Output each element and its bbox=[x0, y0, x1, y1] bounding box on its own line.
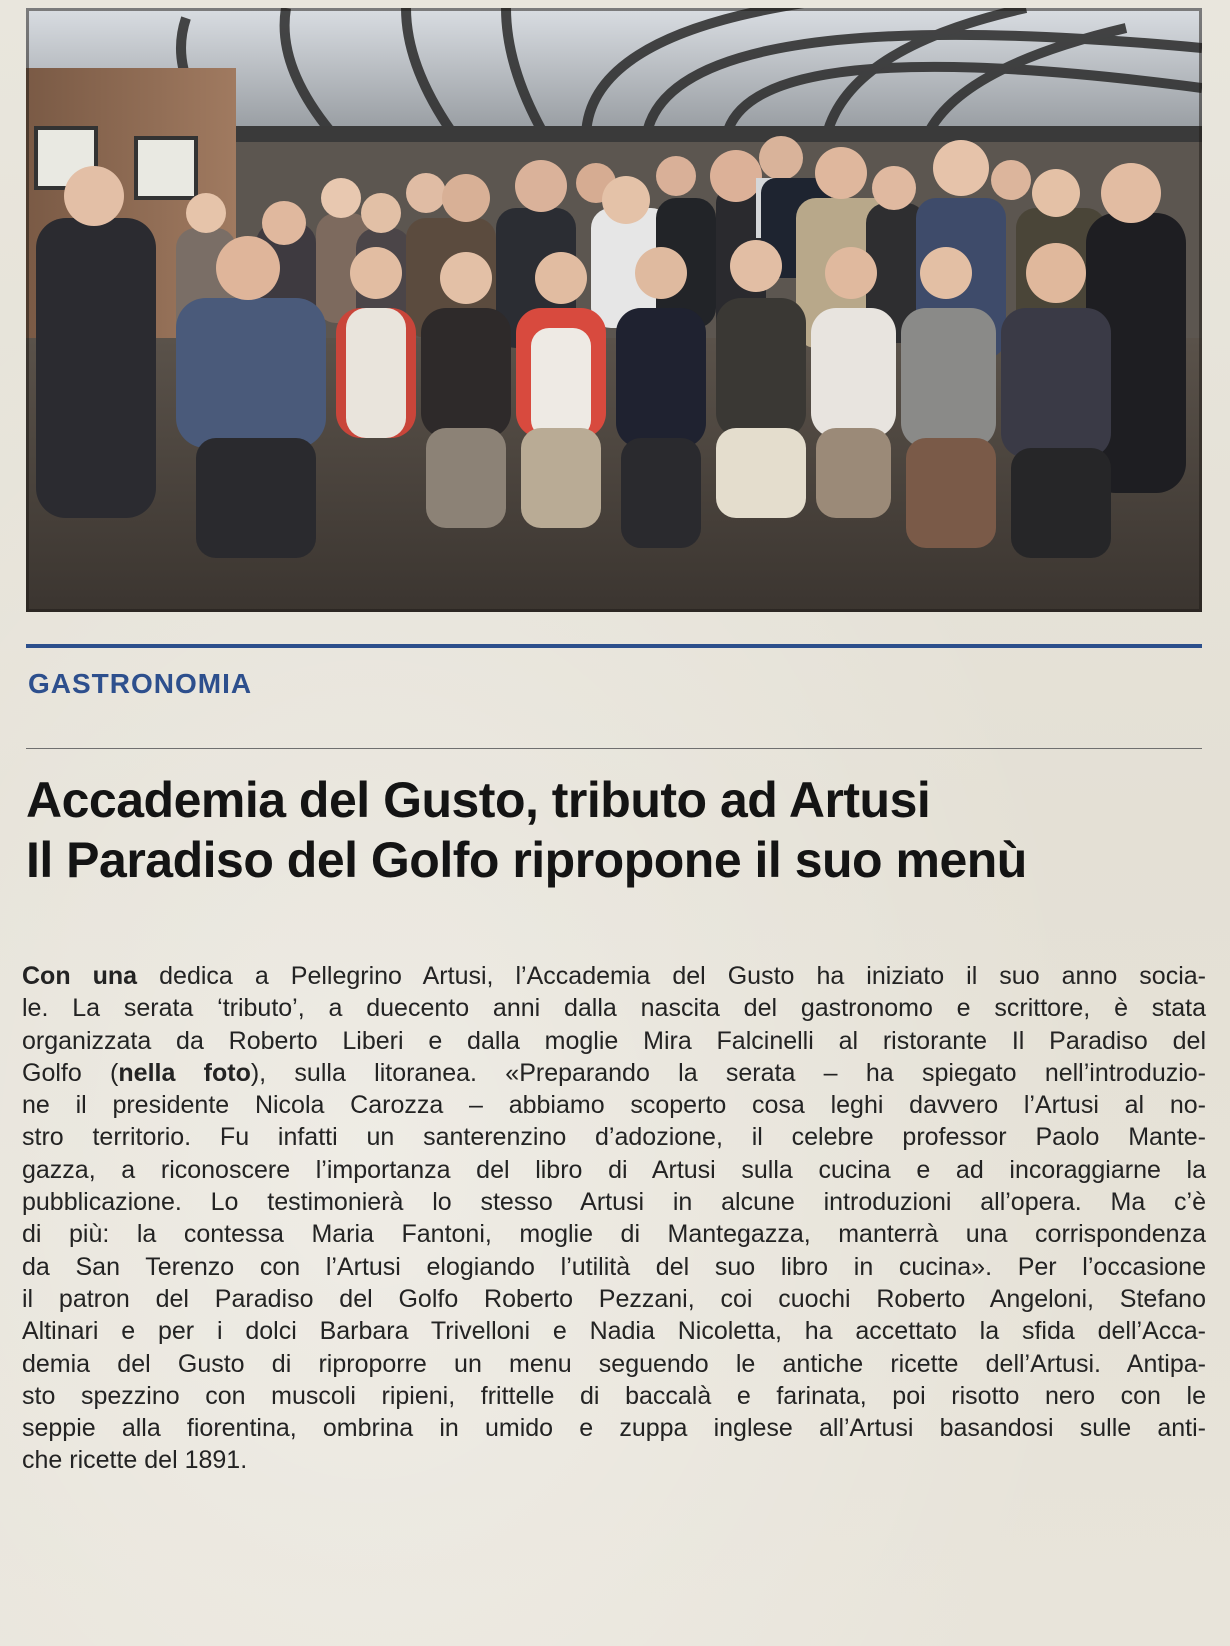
body-line: ne il presidente Nicola Carozza – abbiamo scoperto cosa leghi davvero l’Artusi al no- bbox=[22, 1091, 1206, 1120]
body-line: che ricette del 1891. bbox=[22, 1446, 248, 1475]
body-line: pubblicazione. Lo testimonierà lo stesso Artusi in alcune introduzioni all’opera. Ma c’è bbox=[22, 1188, 1206, 1217]
body-line: organizzata da Roberto Liberi e dalla moglie Mira Falcinelli al ristorante Il Paradiso del bbox=[22, 1026, 1206, 1055]
section-rule bbox=[26, 644, 1202, 648]
body-line: demia del Gusto di riproporre un menu seguendo le antiche ricette dell’Artusi. Antipa- bbox=[22, 1349, 1206, 1378]
body-line: di più: la contessa Maria Fantoni, moglie di Mantegazza, manterrà una corrispondenza bbox=[22, 1220, 1206, 1249]
group-photo bbox=[26, 8, 1202, 612]
headline-rule bbox=[26, 748, 1202, 749]
body-line: le. La serata ‘tributo’, a duecento anni dalla nascita del gastronomo e scrittore, è stata bbox=[22, 994, 1206, 1023]
headline-line-1: Accademia del Gusto, tributo ad Artusi bbox=[26, 772, 931, 828]
photo-reference: nella foto bbox=[118, 1058, 251, 1087]
headline-line-2: Il Paradiso del Golfo ripropone il suo menù bbox=[26, 832, 1027, 888]
article-body bbox=[22, 960, 1206, 1477]
body-line: sto spezzino con muscoli ripieni, frittelle di baccalà e farinata, poi risotto nero con le bbox=[22, 1381, 1206, 1410]
body-line: gazza, a riconoscere l’importanza del libro di Artusi sulla cucina e ad incoraggiarne la bbox=[22, 1155, 1206, 1184]
body-line: da San Terenzo con l’Artusi elogiando l’utilità del suo libro in cucina». Per l’occasione bbox=[22, 1252, 1206, 1281]
body-line: Altinari e per i dolci Barbara Trivelloni e Nadia Nicoletta, ha accettato la sfida dell’Acca- bbox=[22, 1317, 1206, 1346]
body-line: stro territorio. Fu infatti un santerenzino d’adozione, il celebre professor Paolo Mante- bbox=[22, 1123, 1206, 1152]
body-line: Con una dedica a Pellegrino Artusi, l’Accademia del Gusto ha iniziato il suo anno socia- bbox=[22, 962, 1206, 990]
body-line: il patron del Paradiso del Golfo Roberto Pezzani, coi cuochi Roberto Angeloni, Stefano bbox=[22, 1284, 1206, 1313]
headline bbox=[26, 770, 1206, 890]
body-line: seppie alla fiorentina, ombrina in umido e zuppa inglese all’Artusi basandosi sulle anti- bbox=[22, 1414, 1206, 1443]
body-line: Golfo (nella foto), sulla litoranea. «Preparando la serata – ha spiegato nell’introduzio- bbox=[22, 1058, 1207, 1087]
lead-in: Con una bbox=[22, 962, 138, 990]
section-label: GASTRONOMIA bbox=[28, 668, 253, 699]
